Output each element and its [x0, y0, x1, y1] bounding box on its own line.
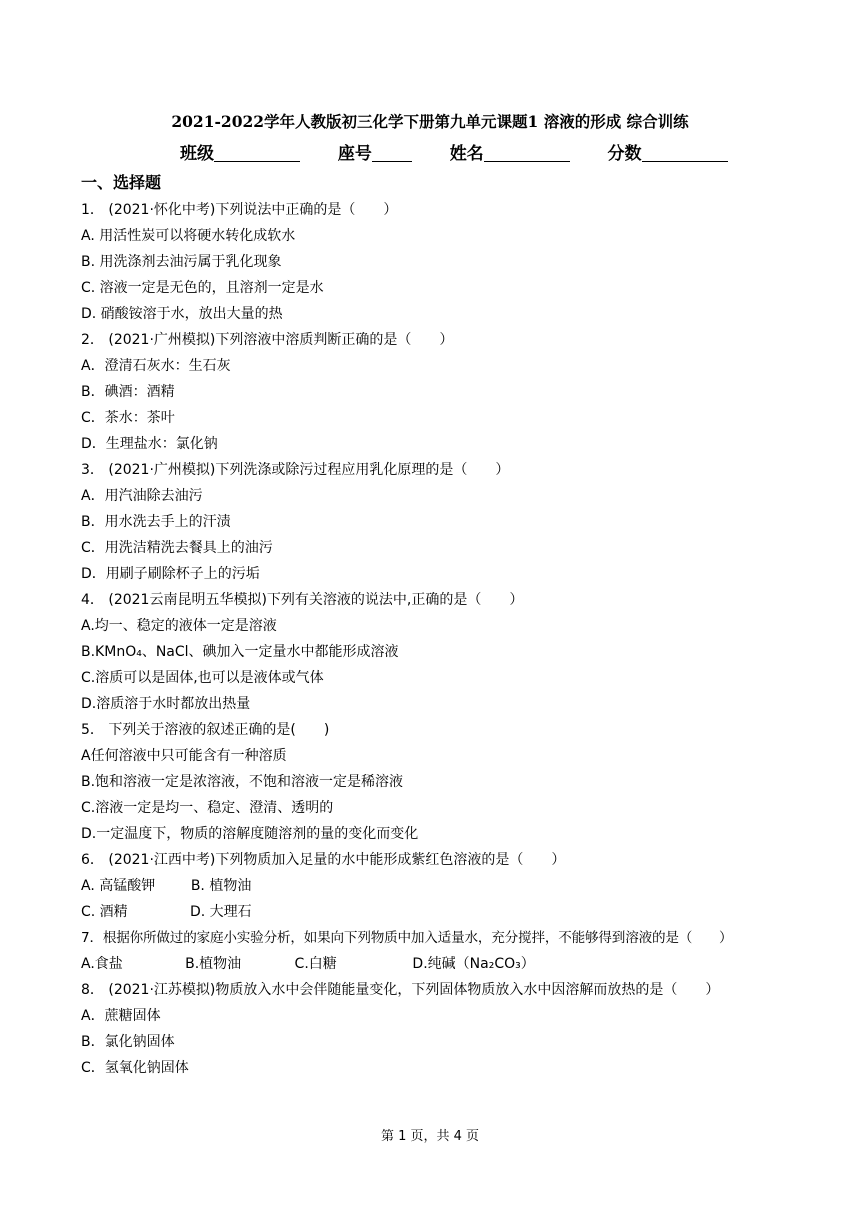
option-line: C．用洗洁精洗去餐具上的油污 — [81, 540, 273, 556]
field-score-label: 分数 — [607, 144, 642, 164]
question-list — [81, 197, 821, 1081]
student-info-fields — [180, 139, 728, 164]
option-line: C.溶液一定是均一、稳定、澄清、透明的 — [81, 800, 334, 816]
option-line: A.均一、稳定的液体一定是溶液 — [81, 618, 277, 634]
question-line: 4． (2021云南昆明五华模拟)下列有关溶液的说法中,正确的是（ ） — [81, 592, 524, 608]
question-line: 8． (2021·江苏模拟)物质放入水中会伴随能量变化，下列固体物质放入水中因溶解而放热的是（ ） — [81, 982, 720, 998]
option-line: B．氯化钠固体 — [81, 1034, 175, 1050]
field-seat-label: 座号 — [337, 144, 372, 164]
field-class-blank[interactable] — [214, 144, 300, 162]
question-line: 7．根据你所做过的家庭小实验分析，如果向下列物质中加入适量水，充分搅拌，不能够得到溶液的是（ ） — [81, 930, 733, 946]
option-line: C．氢氧化钠固体 — [81, 1060, 189, 1076]
option-line: D.一定温度下，物质的溶解度随溶剂的量的变化而变化 — [81, 826, 419, 842]
option-line: B.KMnO₄、NaCl、碘加入一定量水中都能形成溶液 — [81, 644, 399, 660]
option-line: B．碘酒：酒精 — [81, 384, 175, 400]
field-score-blank[interactable] — [642, 144, 728, 162]
option-line: D. 硝酸铵溶于水，放出大量的热 — [81, 306, 283, 322]
option-line: B. 用洗涤剂去油污属于乳化现象 — [81, 254, 282, 270]
field-name-label: 姓名 — [449, 144, 484, 164]
section-heading: 一、选择题 — [81, 173, 162, 192]
question-line: 5． 下列关于溶液的叙述正确的是( ) — [81, 722, 330, 738]
option-line: A．用汽油除去油污 — [81, 488, 203, 504]
document-title: 2021-2022学年人教版初三化学下册第九单元课题1 溶液的形成 综合训练 — [171, 112, 689, 131]
option-line: D．生理盐水：氯化钠 — [81, 436, 218, 452]
option-line: D．用刷子刷除杯子上的污垢 — [81, 566, 260, 582]
question-line: 2． (2021·广州模拟)下列溶液中溶质判断正确的是（ ） — [81, 332, 454, 348]
option-line: A. 高锰酸钾 B. 植物油 — [81, 878, 252, 894]
question-line: 1． (2021·怀化中考)下列说法中正确的是（ ） — [81, 202, 398, 218]
option-line: C. 溶液一定是无色的，且溶剂一定是水 — [81, 280, 324, 296]
option-line: B.饱和溶液一定是浓溶液，不饱和溶液一定是稀溶液 — [81, 774, 404, 790]
field-seat — [338, 139, 412, 164]
option-line: C. 酒精 D. 大理石 — [81, 904, 252, 920]
field-class — [180, 139, 300, 164]
field-seat-blank[interactable] — [372, 144, 412, 162]
option-line: C.溶质可以是固体,也可以是液体或气体 — [81, 670, 324, 686]
option-line: A. 用活性炭可以将硬水转化成软水 — [81, 228, 296, 244]
page-footer: 第 1 页，共 4 页 — [380, 1129, 480, 1144]
option-line: B．用水洗去手上的汗渍 — [81, 514, 231, 530]
field-class-label: 班级 — [180, 144, 214, 164]
option-line: A.食盐 B.植物油 C.白糖 D.纯碱（Na₂CO₃） — [81, 956, 535, 972]
question-line: 3． (2021·广州模拟)下列洗涤或除污过程应用乳化原理的是（ ） — [81, 462, 510, 478]
option-line: C．茶水：茶叶 — [81, 410, 175, 426]
field-name-blank[interactable] — [484, 144, 570, 162]
option-line: A．澄清石灰水：生石灰 — [81, 358, 231, 374]
option-line: A任何溶液中只可能含有一种溶质 — [81, 748, 287, 764]
question-line: 6． (2021·江西中考)下列物质加入足量的水中能形成紫红色溶液的是（ ） — [81, 852, 566, 868]
option-line: A．蔗糖固体 — [81, 1008, 161, 1024]
option-line: D.溶质溶于水时都放出热量 — [81, 696, 251, 712]
field-name — [450, 139, 570, 164]
field-score — [608, 139, 728, 164]
